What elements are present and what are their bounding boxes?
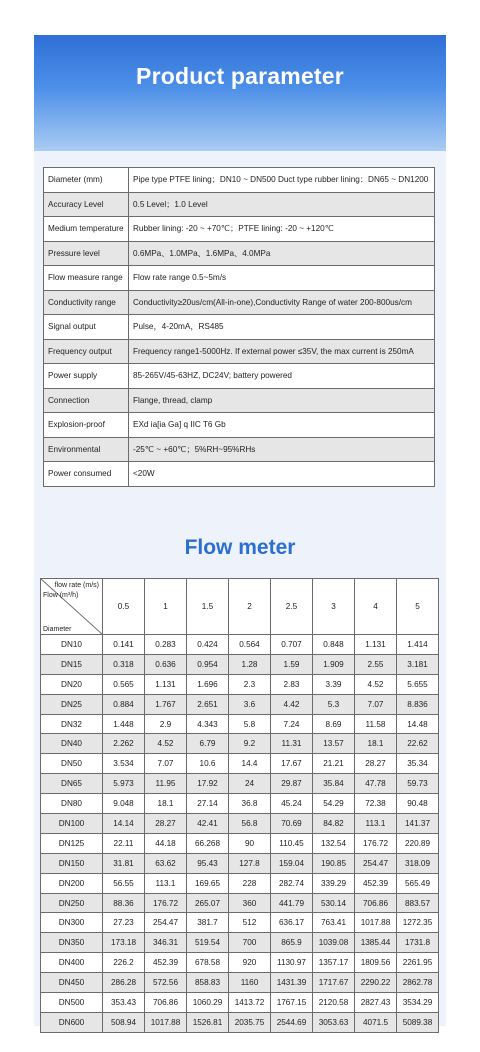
- parameter-table: [43, 167, 435, 487]
- diameter-cell: DN80: [41, 794, 103, 814]
- flow-value-cell: 5.8: [229, 714, 271, 734]
- flow-value-cell: 36.8: [229, 794, 271, 814]
- flow-value-cell: 88.36: [103, 893, 145, 913]
- flow-value-cell: 0.707: [271, 635, 313, 655]
- flow-value-cell: 2.3: [229, 674, 271, 694]
- flow-row: [41, 973, 439, 993]
- flow-value-cell: 11.95: [145, 774, 187, 794]
- flow-value-cell: 1526.81: [187, 1012, 229, 1032]
- flow-value-cell: 3.6: [229, 694, 271, 714]
- flow-value-cell: 0.283: [145, 635, 187, 655]
- diameter-cell: DN10: [41, 635, 103, 655]
- flow-value-cell: 4071.5: [355, 1012, 397, 1032]
- param-label: Frequency output: [44, 339, 129, 364]
- flow-value-cell: 865.9: [271, 933, 313, 953]
- flow-value-cell: 572.56: [145, 973, 187, 993]
- flow-value-cell: 678.58: [187, 953, 229, 973]
- flow-row: [41, 853, 439, 873]
- flow-meter-title: Flow meter: [184, 536, 296, 559]
- flow-value-cell: 508.94: [103, 1012, 145, 1032]
- diameter-cell: DN50: [41, 754, 103, 774]
- param-row: [44, 437, 435, 462]
- flow-value-cell: 1.59: [271, 654, 313, 674]
- flow-value-cell: 3.39: [313, 674, 355, 694]
- flow-value-cell: 1060.29: [187, 993, 229, 1013]
- flow-value-cell: 1.131: [355, 635, 397, 655]
- flow-value-cell: 3534.29: [397, 993, 439, 1013]
- flow-value-cell: 169.65: [187, 873, 229, 893]
- param-value: 0.6MPa、1.0MPa、1.6MPa、4.0MPa: [129, 241, 435, 266]
- flow-value-cell: 9.2: [229, 734, 271, 754]
- param-label: Connection: [44, 388, 129, 413]
- flow-value-cell: 5.655: [397, 674, 439, 694]
- corner-label-flow: Flow (m³/h): [43, 592, 79, 599]
- flow-value-cell: 2.83: [271, 674, 313, 694]
- flow-value-cell: 22.62: [397, 734, 439, 754]
- flow-value-cell: 530.14: [313, 893, 355, 913]
- flow-value-cell: 7.24: [271, 714, 313, 734]
- flow-value-cell: 512: [229, 913, 271, 933]
- flow-value-cell: 883.57: [397, 893, 439, 913]
- diameter-cell: DN600: [41, 1012, 103, 1032]
- flow-value-cell: 3.181: [397, 654, 439, 674]
- flow-row: [41, 774, 439, 794]
- flow-value-cell: 381.7: [187, 913, 229, 933]
- param-row: [44, 168, 435, 193]
- flow-value-cell: 90.48: [397, 794, 439, 814]
- flow-row: [41, 794, 439, 814]
- flow-row: [41, 635, 439, 655]
- flow-value-cell: 318.09: [397, 853, 439, 873]
- flow-value-cell: 0.848: [313, 635, 355, 655]
- flow-value-cell: 176.72: [145, 893, 187, 913]
- flow-value-cell: 4.52: [145, 734, 187, 754]
- flow-value-cell: 2827.43: [355, 993, 397, 1013]
- flow-value-cell: 113.1: [145, 873, 187, 893]
- flow-value-cell: 5.3: [313, 694, 355, 714]
- flow-row: [41, 654, 439, 674]
- flow-value-cell: 190.85: [313, 853, 355, 873]
- flow-value-cell: 858.83: [187, 973, 229, 993]
- param-row: [44, 192, 435, 217]
- flow-value-cell: 1039.08: [313, 933, 355, 953]
- flow-value-cell: 24: [229, 774, 271, 794]
- flow-rate-header: 1.5: [187, 579, 229, 635]
- flow-value-cell: 1767.15: [271, 993, 313, 1013]
- flow-value-cell: 1717.67: [313, 973, 355, 993]
- param-label: Explosion-proof: [44, 413, 129, 438]
- flow-value-cell: 28.27: [145, 814, 187, 834]
- param-row: [44, 290, 435, 315]
- flow-rate-header: 0.5: [103, 579, 145, 635]
- flow-value-cell: 35.84: [313, 774, 355, 794]
- flow-rate-header: 4: [355, 579, 397, 635]
- flow-value-cell: 1272.35: [397, 913, 439, 933]
- flow-value-cell: 0.884: [103, 694, 145, 714]
- flow-value-cell: 1.696: [187, 674, 229, 694]
- diameter-cell: DN20: [41, 674, 103, 694]
- diameter-cell: DN450: [41, 973, 103, 993]
- flow-value-cell: 920: [229, 953, 271, 973]
- flow-row: [41, 694, 439, 714]
- flow-value-cell: 72.38: [355, 794, 397, 814]
- param-value: 0.5 Level；1.0 Level: [129, 192, 435, 217]
- corner-label-diameter: Diameter: [43, 626, 72, 633]
- flow-row: [41, 833, 439, 853]
- param-label: Signal output: [44, 315, 129, 340]
- flow-value-cell: 70.69: [271, 814, 313, 834]
- flow-value-cell: 346.31: [145, 933, 187, 953]
- flow-row: [41, 674, 439, 694]
- flow-value-cell: 7.07: [145, 754, 187, 774]
- flow-value-cell: 2.9: [145, 714, 187, 734]
- flow-value-cell: 63.62: [145, 853, 187, 873]
- diameter-cell: DN100: [41, 814, 103, 834]
- flow-row: [41, 933, 439, 953]
- flow-value-cell: 3.534: [103, 754, 145, 774]
- flow-value-cell: 27.23: [103, 913, 145, 933]
- flow-value-cell: 4.343: [187, 714, 229, 734]
- flow-value-cell: 2035.75: [229, 1012, 271, 1032]
- flow-row: [41, 754, 439, 774]
- param-row: [44, 462, 435, 487]
- flow-value-cell: 339.29: [313, 873, 355, 893]
- flow-value-cell: 1.909: [313, 654, 355, 674]
- flow-value-cell: 1.767: [145, 694, 187, 714]
- param-value: Flow rate range 0.5~5m/s: [129, 266, 435, 291]
- flow-value-cell: 59.73: [397, 774, 439, 794]
- header-banner: [34, 35, 446, 151]
- flow-value-cell: 1.131: [145, 674, 187, 694]
- diameter-cell: DN25: [41, 694, 103, 714]
- param-value: -25℃ ~ +60℃；5%RH~95%RHs: [129, 437, 435, 462]
- param-label: Accuracy Level: [44, 192, 129, 217]
- flow-value-cell: 706.86: [355, 893, 397, 913]
- flow-rate-header: 2.5: [271, 579, 313, 635]
- flow-value-cell: 1160: [229, 973, 271, 993]
- param-value: 85-265V/45-63HZ, DC24V; battery powered: [129, 364, 435, 389]
- param-row: [44, 413, 435, 438]
- diameter-cell: DN40: [41, 734, 103, 754]
- flow-value-cell: 360: [229, 893, 271, 913]
- flow-value-cell: 22.11: [103, 833, 145, 853]
- param-row: [44, 388, 435, 413]
- flow-value-cell: 54.29: [313, 794, 355, 814]
- flow-value-cell: 0.636: [145, 654, 187, 674]
- flow-value-cell: 0.141: [103, 635, 145, 655]
- flow-value-cell: 1130.97: [271, 953, 313, 973]
- flow-value-cell: 763.41: [313, 913, 355, 933]
- flow-value-cell: 7.07: [355, 694, 397, 714]
- flow-value-cell: 17.67: [271, 754, 313, 774]
- diameter-cell: DN250: [41, 893, 103, 913]
- flow-value-cell: 1357.17: [313, 953, 355, 973]
- flow-row: [41, 814, 439, 834]
- flow-value-cell: 8.836: [397, 694, 439, 714]
- flow-value-cell: 2120.58: [313, 993, 355, 1013]
- flow-value-cell: 44.18: [145, 833, 187, 853]
- flow-value-cell: 18.1: [355, 734, 397, 754]
- flow-value-cell: 452.39: [355, 873, 397, 893]
- flow-value-cell: 42.41: [187, 814, 229, 834]
- flow-value-cell: 9.048: [103, 794, 145, 814]
- flow-value-cell: 4.42: [271, 694, 313, 714]
- diameter-cell: DN150: [41, 853, 103, 873]
- corner-label-flow-rate: flow rate (m/s): [54, 582, 99, 589]
- flow-row: [41, 873, 439, 893]
- flow-value-cell: 1413.72: [229, 993, 271, 1013]
- flow-row: [41, 953, 439, 973]
- flow-value-cell: 176.72: [355, 833, 397, 853]
- flow-value-cell: 1385.44: [355, 933, 397, 953]
- flow-value-cell: 10.6: [187, 754, 229, 774]
- flow-value-cell: 28.27: [355, 754, 397, 774]
- param-row: [44, 315, 435, 340]
- flow-row: [41, 734, 439, 754]
- flow-value-cell: 452.39: [145, 953, 187, 973]
- flow-value-cell: 2290.22: [355, 973, 397, 993]
- flow-meter-table: [40, 578, 439, 1033]
- flow-value-cell: 21.21: [313, 754, 355, 774]
- diameter-cell: DN32: [41, 714, 103, 734]
- flow-value-cell: 2261.95: [397, 953, 439, 973]
- flow-value-cell: 14.48: [397, 714, 439, 734]
- flow-rate-header: 2: [229, 579, 271, 635]
- flow-rate-header: 5: [397, 579, 439, 635]
- flow-header-row: [41, 579, 439, 635]
- param-value: Flange, thread, clamp: [129, 388, 435, 413]
- param-value: Frequency range1-5000Hz. If external power ≤35V, the max current is 250mA: [129, 339, 435, 364]
- flow-value-cell: 265.07: [187, 893, 229, 913]
- param-label: Power supply: [44, 364, 129, 389]
- diameter-cell: DN15: [41, 654, 103, 674]
- flow-value-cell: 3053.63: [313, 1012, 355, 1032]
- flow-value-cell: 1731.8: [397, 933, 439, 953]
- flow-value-cell: 1.28: [229, 654, 271, 674]
- flow-value-cell: 700: [229, 933, 271, 953]
- param-value: Pipe type PTFE lining；DN10 ~ DN500 Duct type rubber lining：DN65 ~ DN1200: [129, 168, 435, 193]
- diameter-cell: DN65: [41, 774, 103, 794]
- flow-value-cell: 31.81: [103, 853, 145, 873]
- diameter-cell: DN125: [41, 833, 103, 853]
- flow-value-cell: 1.414: [397, 635, 439, 655]
- flow-rate-header: 1: [145, 579, 187, 635]
- param-value: Pulse，4-20mA，RS485: [129, 315, 435, 340]
- flow-row: [41, 1012, 439, 1032]
- param-label: Environmental: [44, 437, 129, 462]
- param-label: Power consumed: [44, 462, 129, 487]
- flow-value-cell: 1.448: [103, 714, 145, 734]
- flow-value-cell: 95.43: [187, 853, 229, 873]
- flow-value-cell: 0.954: [187, 654, 229, 674]
- flow-value-cell: 132.54: [313, 833, 355, 853]
- flow-value-cell: 220.89: [397, 833, 439, 853]
- flow-value-cell: 173.18: [103, 933, 145, 953]
- flow-value-cell: 110.45: [271, 833, 313, 853]
- flow-value-cell: 353.43: [103, 993, 145, 1013]
- flow-value-cell: 2.55: [355, 654, 397, 674]
- flow-value-cell: 13.57: [313, 734, 355, 754]
- flow-value-cell: 56.8: [229, 814, 271, 834]
- flow-value-cell: 706.86: [145, 993, 187, 1013]
- flow-value-cell: 84.82: [313, 814, 355, 834]
- param-label: Flow measure range: [44, 266, 129, 291]
- flow-value-cell: 2544.69: [271, 1012, 313, 1032]
- flow-value-cell: 226.2: [103, 953, 145, 973]
- flow-value-cell: 0.565: [103, 674, 145, 694]
- param-value: EXd ia[ia Ga] q IIC T6 Gb: [129, 413, 435, 438]
- table-corner-cell: [41, 579, 103, 635]
- flow-value-cell: 4.52: [355, 674, 397, 694]
- flow-value-cell: 66.268: [187, 833, 229, 853]
- flow-value-cell: 47.78: [355, 774, 397, 794]
- flow-value-cell: 228: [229, 873, 271, 893]
- flow-value-cell: 0.564: [229, 635, 271, 655]
- flow-value-cell: 636.17: [271, 913, 313, 933]
- flow-value-cell: 56.55: [103, 873, 145, 893]
- param-value: <20W: [129, 462, 435, 487]
- param-value: Conductivity≥20us/cm(All-in-one),Conductivity Range of water 200-800us/cm: [129, 290, 435, 315]
- flow-value-cell: 0.424: [187, 635, 229, 655]
- param-label: Conductivity range: [44, 290, 129, 315]
- flow-value-cell: 2.262: [103, 734, 145, 754]
- flow-value-cell: 11.31: [271, 734, 313, 754]
- diameter-cell: DN300: [41, 913, 103, 933]
- flow-value-cell: 1017.88: [145, 1012, 187, 1032]
- flow-value-cell: 90: [229, 833, 271, 853]
- param-value: Rubber lining: -20 ~ +70℃；PTFE lining: -20 ~ +120℃: [129, 217, 435, 242]
- flow-row: [41, 893, 439, 913]
- flow-row: [41, 714, 439, 734]
- flow-value-cell: 113.1: [355, 814, 397, 834]
- flow-value-cell: 14.4: [229, 754, 271, 774]
- param-label: Diameter (mm): [44, 168, 129, 193]
- flow-row: [41, 993, 439, 1013]
- param-row: [44, 217, 435, 242]
- flow-value-cell: 254.47: [355, 853, 397, 873]
- param-row: [44, 364, 435, 389]
- flow-value-cell: 5.973: [103, 774, 145, 794]
- flow-value-cell: 1431.39: [271, 973, 313, 993]
- flow-value-cell: 45.24: [271, 794, 313, 814]
- flow-value-cell: 1017.88: [355, 913, 397, 933]
- flow-value-cell: 1809.56: [355, 953, 397, 973]
- param-label: Medium temperature: [44, 217, 129, 242]
- flow-value-cell: 519.54: [187, 933, 229, 953]
- flow-value-cell: 11.58: [355, 714, 397, 734]
- param-label: Pressure level: [44, 241, 129, 266]
- diameter-cell: DN200: [41, 873, 103, 893]
- flow-value-cell: 286.28: [103, 973, 145, 993]
- flow-value-cell: 18.1: [145, 794, 187, 814]
- flow-row: [41, 913, 439, 933]
- flow-value-cell: 0.318: [103, 654, 145, 674]
- flow-value-cell: 565.49: [397, 873, 439, 893]
- flow-value-cell: 141.37: [397, 814, 439, 834]
- flow-value-cell: 5089.38: [397, 1012, 439, 1032]
- flow-value-cell: 8.69: [313, 714, 355, 734]
- param-row: [44, 241, 435, 266]
- flow-value-cell: 2.651: [187, 694, 229, 714]
- diameter-cell: DN400: [41, 953, 103, 973]
- flow-value-cell: 35.34: [397, 754, 439, 774]
- flow-value-cell: 2862.78: [397, 973, 439, 993]
- flow-value-cell: 14.14: [103, 814, 145, 834]
- flow-value-cell: 17.92: [187, 774, 229, 794]
- page-title: Product parameter: [136, 63, 344, 89]
- flow-value-cell: 29.87: [271, 774, 313, 794]
- flow-value-cell: 159.04: [271, 853, 313, 873]
- flow-value-cell: 254.47: [145, 913, 187, 933]
- diameter-cell: DN500: [41, 993, 103, 1013]
- param-row: [44, 339, 435, 364]
- param-row: [44, 266, 435, 291]
- flow-rate-header: 3: [313, 579, 355, 635]
- flow-value-cell: 441.79: [271, 893, 313, 913]
- flow-value-cell: 27.14: [187, 794, 229, 814]
- flow-value-cell: 282.74: [271, 873, 313, 893]
- flow-value-cell: 127.8: [229, 853, 271, 873]
- diameter-cell: DN350: [41, 933, 103, 953]
- flow-value-cell: 6.79: [187, 734, 229, 754]
